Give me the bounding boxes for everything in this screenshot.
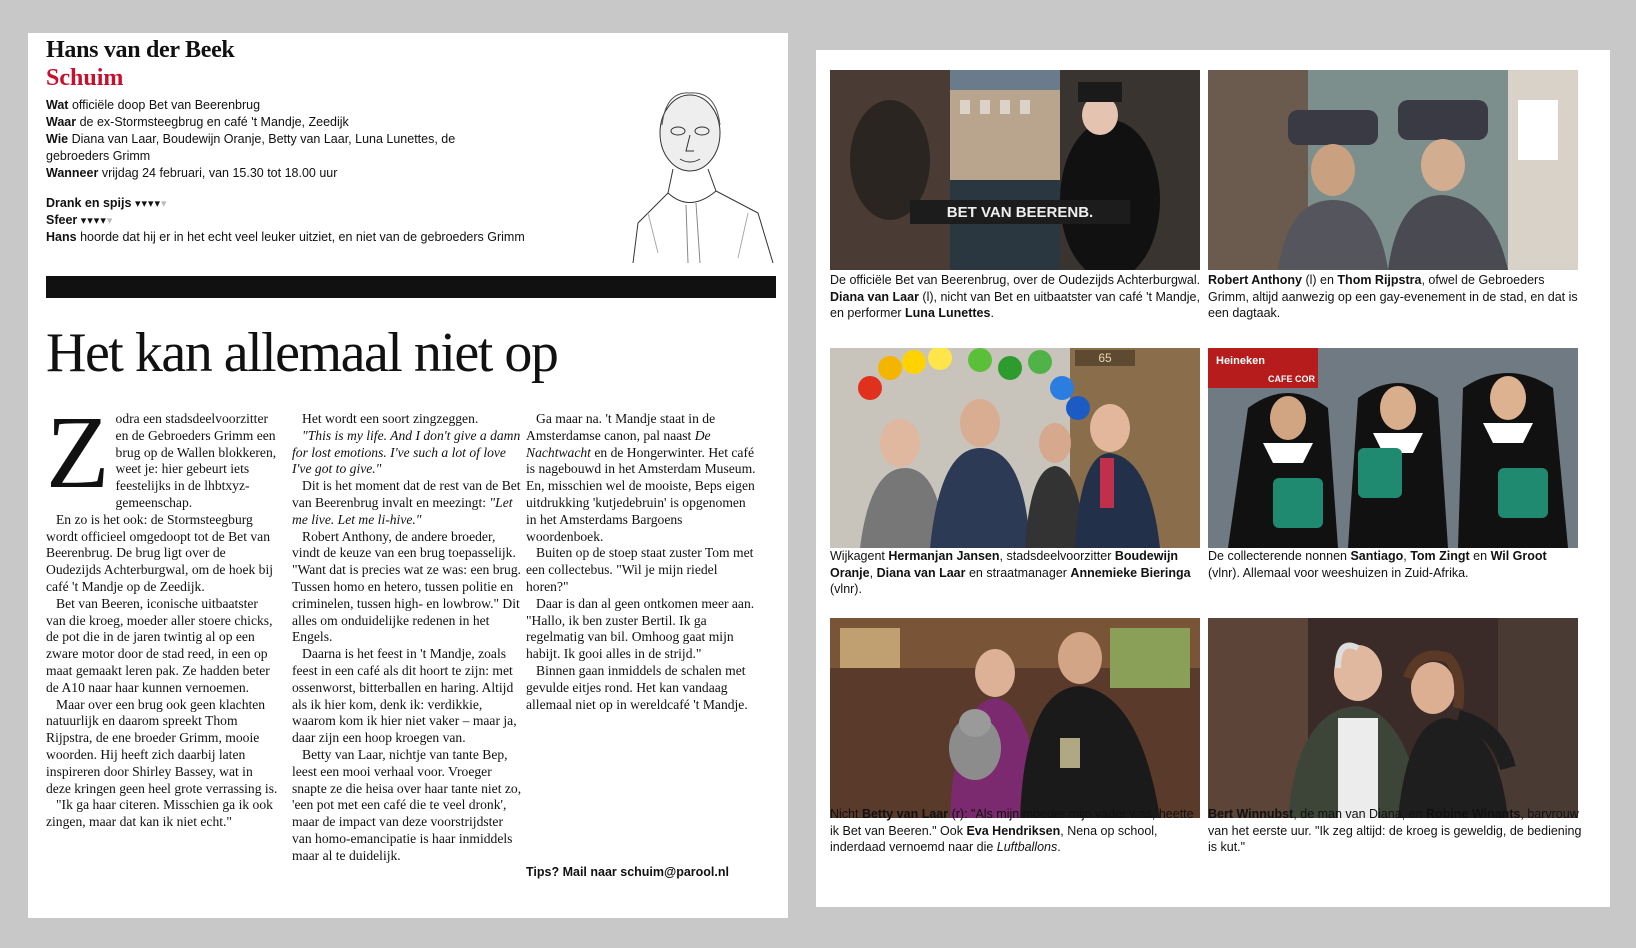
caption-grimm bbox=[1208, 272, 1582, 322]
caption-text: , stadsdeelvoorzitter bbox=[999, 549, 1115, 563]
paragraph: Daar is dan al geen ontkomen meer aan. "Hallo, ik ben zuster Bertil. Ik ga regelmatig van bil. Omhoog gaat mijn habijt. Ik gooi alles in de strijd." bbox=[526, 595, 755, 662]
caption-text: en straatmanager bbox=[965, 565, 1071, 580]
caption-name: Robert Anthony bbox=[1208, 273, 1302, 287]
tips-line: Tips? Mail naar schuim@parool.nl bbox=[526, 865, 729, 879]
author-name: Hans van der Beek bbox=[46, 37, 235, 63]
caption-name: Thom Rijpstra bbox=[1337, 273, 1422, 287]
caption-name: Wil Groot bbox=[1490, 549, 1547, 563]
caption-text: . bbox=[990, 306, 994, 320]
quote: "Let me live. Let me li-hive." bbox=[292, 494, 513, 527]
caption-name: Diana van Laar bbox=[876, 565, 966, 580]
waar-value: de ex-Stormsteegbrug en café 't Mandje, Zeedijk bbox=[79, 115, 349, 129]
paragraph: Het wordt een soort zingzeggen. bbox=[302, 411, 479, 426]
article-column-1 bbox=[46, 395, 278, 831]
caption-name: Diana van Laar bbox=[830, 289, 919, 304]
photo-nuns bbox=[1208, 348, 1578, 548]
caption-text: , barvrouw van het eerste uur. "Ik zeg altijd: de kroeg is geweldig, de bediening is kut." bbox=[1208, 807, 1582, 854]
photo-grimm bbox=[1208, 70, 1578, 270]
paragraph: Dit is het moment dat de rest van de Bet van Beerenbrug invalt en meezingt: bbox=[292, 478, 521, 510]
caption-text: (vlnr). Allemaal voor weeshuizen in Zuid-Afrika. bbox=[1208, 565, 1469, 580]
article-column-2 bbox=[292, 411, 524, 865]
article-column-3 bbox=[526, 411, 758, 713]
wat-label: Wat bbox=[46, 98, 69, 112]
caption-bridge bbox=[830, 272, 1204, 322]
caption-text: , bbox=[869, 565, 877, 580]
paragraph: En zo is het ook: de Stormsteegburg wordt officieel omgedoopt tot de Bet van Beerenbrug. De brug ligt over de Oudezijds Achterburgwal, om de hoek bij café 't Mandje op de Zeedijk. bbox=[46, 511, 274, 594]
author-portrait-sketch bbox=[628, 63, 778, 273]
caption-text: De collecterende nonnen bbox=[1208, 549, 1351, 563]
caption-text: (r): "Als mijn moeder mijn vader was, heette ik Bet van Beeren." Ook bbox=[830, 807, 1194, 838]
paragraph: Ga maar na. 't Mandje staat in de Amsterdamse canon, pal naast bbox=[526, 411, 716, 443]
caption-name: Eva Hendriksen bbox=[966, 823, 1061, 838]
caption-text: , ofwel de Gebroeders Grimm, altijd aanwezig op een gay-evenement in de stad, en dat is een dagtaak. bbox=[1208, 273, 1578, 320]
caption-text: (l) en bbox=[1301, 273, 1338, 287]
caption-text: . bbox=[1057, 840, 1061, 854]
wat-value: officiële doop Bet van Beerenbrug bbox=[71, 98, 261, 112]
caption-text: (l), nicht van Bet en uitbaatster van café 't Mandje, en performer bbox=[830, 289, 1200, 320]
hans-label: Hans bbox=[46, 230, 77, 244]
paragraph: Maar over een brug ook geen klachten natuurlijk en daarom spreekt Thom Rijpstra, de ene broeder Grimm, mooie woorden. Hij heeft zich daarbij laten inspireren door Shirley Bassey, wat in deze kringen geen heel grote verrassing is. bbox=[46, 696, 278, 796]
caption-emphasis: Luftballons bbox=[996, 840, 1058, 854]
paragraph: Betty van Laar, nichtje van tante Bep, leest een mooi verhaal voor. Vroeger snapte ze die heisa over haar tante niet zo, 'een pot met een café die te veel dronk', maar de impact van deze voorstrijdster van homo-emancipatie is haar inmiddels maar al te duidelijk. bbox=[292, 746, 522, 863]
paragraph: Binnen gaan inmiddels de schalen met gevulde eitjes rond. Het kan vandaag allemaal niet op in wereldcafé 't Mandje. bbox=[526, 662, 748, 712]
caption-text: , de man van Diana, en bbox=[1293, 807, 1427, 821]
bridge-sign-text: BET VAN BEERENB. bbox=[946, 204, 1094, 221]
photo-group-balloons bbox=[830, 348, 1200, 548]
caption-name: Robine Winants bbox=[1426, 807, 1521, 821]
paragraph: Robert Anthony, de andere broeder, vindt de keuze van een brug toepasselijk. "Want dat is precies wat ze was: een brug. Tussen homo en hetero, tussen politie en criminelen, tussen high- en lowbrow." Dit alles om onduidelijke redenen in het Engels. bbox=[292, 528, 522, 645]
dropcap: Z bbox=[46, 395, 110, 510]
ratings bbox=[46, 195, 686, 246]
drank-rating-glasses: ▾▾▾▾▾ bbox=[134, 197, 168, 210]
sfeer-rating-glasses: ▾▾▾▾▾ bbox=[80, 214, 114, 227]
sfeer-label: Sfeer bbox=[46, 213, 78, 227]
waar-label: Waar bbox=[46, 115, 77, 129]
caption-text: De officiële Bet van Beerenbrug, over de Oudezijds Achterburgwal. bbox=[830, 273, 1201, 287]
caption-name: Annemieke Bieringa bbox=[1070, 565, 1191, 580]
wanneer-label: Wanneer bbox=[46, 166, 99, 180]
paragraph: "Ik ga haar citeren. Misschien ga ik ook zingen, maar dat kan ik niet echt." bbox=[46, 797, 273, 830]
caption-name: Bert Winnubst bbox=[1208, 807, 1294, 821]
caption-text: Nicht bbox=[830, 807, 862, 821]
section-divider-bar bbox=[46, 276, 776, 298]
caption-name: Boudewijn Oranje bbox=[830, 549, 1179, 580]
house-number-text: 65 bbox=[1098, 351, 1112, 365]
article-page bbox=[28, 33, 788, 918]
photo-betty-dog bbox=[830, 618, 1200, 818]
photo-bridge bbox=[830, 70, 1200, 270]
caption-name: Hermanjan Jansen bbox=[888, 549, 1000, 563]
caption-text: , Nena op school, inderdaad vernoemd naar die bbox=[830, 823, 1158, 854]
paragraph: en de Hongerwinter. Het café is nagebouwd in het Amsterdam Museum. En, misschien wel de mooiste, Beps eigen uitdrukking 'kutjedebruin' is opgenomen in het Amsterdams Bargoens woordenboek. bbox=[526, 444, 756, 544]
caption-betty bbox=[830, 806, 1204, 856]
event-info bbox=[46, 97, 606, 182]
hans-verdict: hoorde dat hij er in het echt veel leuker uitziet, en niet van de gebroeders Grimm bbox=[80, 230, 525, 244]
emphasis: De Nachtwacht bbox=[526, 427, 711, 460]
wie-label: Wie bbox=[46, 132, 69, 146]
caption-text: Wijkagent bbox=[830, 549, 889, 563]
photo-page bbox=[816, 50, 1610, 907]
caption-name: Santiago bbox=[1350, 549, 1404, 563]
heineken-sign-text: Heineken bbox=[1216, 355, 1265, 367]
caption-text: (vlnr). bbox=[830, 582, 862, 596]
paragraph: odra een stadsdeelvoorzitter en de Gebroeders Grimm een brug op de Wallen blokkeren, weet je: hier gebeurt iets feestelijks in de lhbtxyz-gemeenschap. bbox=[115, 411, 277, 510]
cafe-sign-text: CAFE COR bbox=[1268, 374, 1315, 384]
caption-name: Betty van Laar bbox=[861, 807, 949, 821]
caption-text: , bbox=[1403, 549, 1411, 563]
caption-name: Tom Zingt bbox=[1410, 549, 1470, 563]
column-name: Schuim bbox=[46, 65, 124, 91]
quote: "This is my life. And I don't give a damn for lost emotions. I've such a lot of love I've got to give." bbox=[292, 427, 521, 477]
paragraph: Daarna is het feest in 't Mandje, zoals feest in een café als dit hoort te zijn: met ossenworst, bitterballen en haring. Altijd als ik hier kom, denk ik: verdikkie, waarom kom ik hier niet vaker – maar ja, daar zijn een hoop kroegen van. bbox=[292, 646, 517, 746]
photo-bert-robine bbox=[1208, 618, 1578, 818]
wanneer-value: vrijdag 24 februari, van 15.30 tot 18.00 uur bbox=[101, 166, 338, 180]
caption-name: Luna Lunettes bbox=[905, 306, 991, 320]
caption-group-balloons bbox=[830, 548, 1204, 598]
caption-text: en bbox=[1469, 549, 1491, 563]
wie-value: Diana van Laar, Boudewijn Oranje, Betty van Laar, Luna Lunettes, de gebroeders Grimm bbox=[46, 132, 456, 163]
drank-label: Drank en spijs bbox=[46, 196, 132, 210]
caption-bert bbox=[1208, 806, 1582, 856]
paragraph: Bet van Beeren, iconische uitbaatster van die kroeg, moeder aller stoere chicks, de pot die in de jaren twintig al op een zware motor door de stad reed, in een op maat gemaakt leren pak. Ze hadden beter de A10 naar haar kunnen vernoemen. bbox=[46, 595, 273, 695]
caption-nuns bbox=[1208, 548, 1582, 581]
paragraph: Buiten op de stoep staat zuster Tom met een collectebus. "Wil je mijn riedel horen?" bbox=[526, 545, 754, 594]
article-headline: Het kan allemaal niet op bbox=[46, 322, 558, 384]
